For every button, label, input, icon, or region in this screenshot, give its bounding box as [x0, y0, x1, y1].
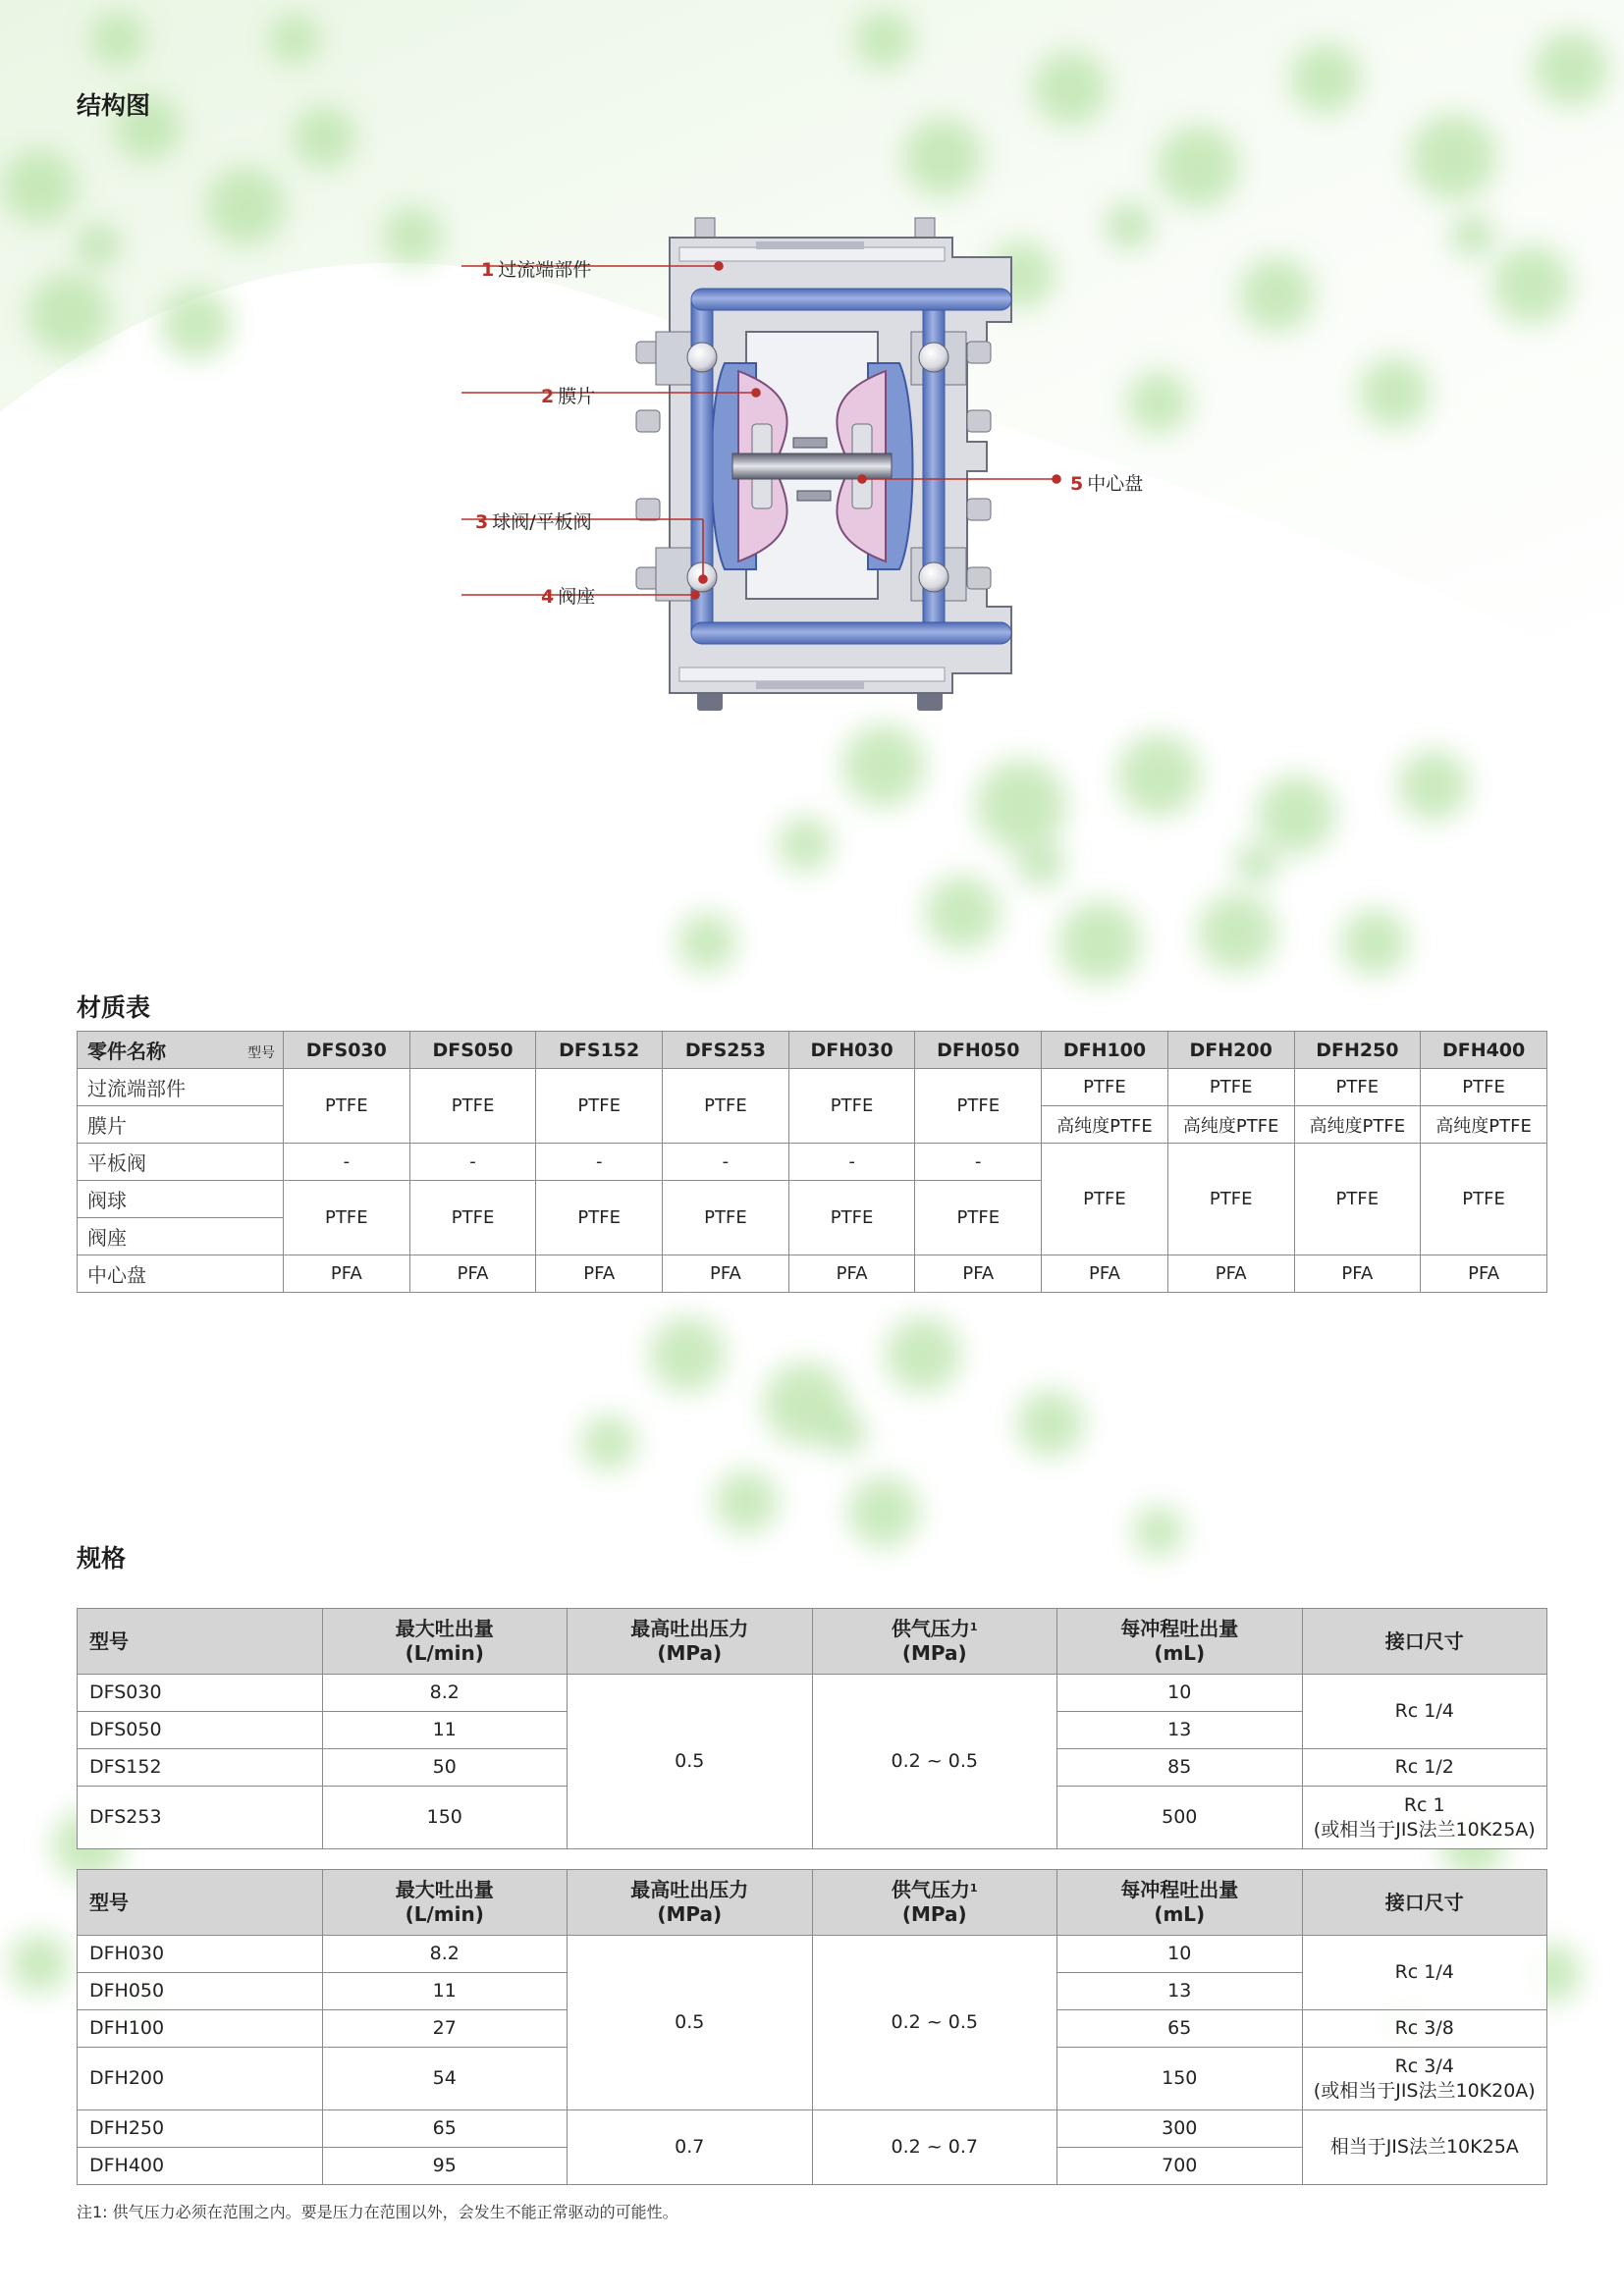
table-cell: PFA [284, 1255, 410, 1293]
header-stroke-volume [1057, 1870, 1303, 1936]
header-text: 最大吐出量 [395, 1617, 494, 1640]
port-note: (或相当于JIS法兰10K20A) [1313, 2079, 1536, 2102]
callout-label: 阀座 [558, 586, 596, 608]
specs-title: 规格 [77, 1544, 127, 1573]
table-cell: PFA [536, 1255, 663, 1293]
model-header: DFS030 [284, 1032, 410, 1069]
air-pressure-cell: 0.2 ~ 0.5 [812, 1675, 1057, 1849]
row-label: 过流端部件 [78, 1069, 284, 1106]
model-header: DFH050 [915, 1032, 1042, 1069]
flow-cell: 11 [322, 1712, 568, 1749]
callout-valve-seat [541, 582, 595, 609]
table-cell: PTFE [284, 1181, 410, 1255]
model-cell: DFH050 [78, 1973, 323, 2010]
header-max-pressure [568, 1609, 813, 1675]
spec-table-dfs [77, 1608, 1547, 1849]
table-cell: - [915, 1144, 1042, 1181]
port-cell [1302, 2048, 1547, 2110]
callout-label: 过流端部件 [498, 259, 592, 281]
flow-cell: 11 [322, 1973, 568, 2010]
callout-diaphragm [541, 382, 595, 408]
table-header-row [78, 1870, 1547, 1936]
flow-cell: 8.2 [322, 1675, 568, 1712]
materials-title: 材质表 [77, 993, 151, 1022]
table-cell: PFA [1167, 1255, 1294, 1293]
table-cell: PFA [1042, 1255, 1168, 1293]
stroke-cell: 65 [1057, 2010, 1303, 2048]
port-cell: Rc 1/4 [1302, 1675, 1547, 1749]
callout-number: 3 [475, 511, 489, 533]
port-cell: 相当于JIS法兰10K25A [1302, 2110, 1547, 2185]
table-cell: - [536, 1144, 663, 1181]
flow-cell: 95 [322, 2148, 568, 2185]
header-max-flow [322, 1609, 568, 1675]
air-pressure-cell: 0.2 ~ 0.7 [812, 2110, 1057, 2185]
table-cell: PTFE [409, 1069, 536, 1144]
table-row [78, 1069, 1547, 1106]
table-cell: PTFE [1294, 1144, 1421, 1255]
air-pressure-cell: 0.2 ~ 0.5 [812, 1936, 1057, 2110]
table-cell: PTFE [915, 1069, 1042, 1144]
header-text: 每冲程吐出量 [1120, 1617, 1239, 1640]
callout-valve [475, 507, 592, 534]
row-label: 膜片 [78, 1106, 284, 1144]
callout-label: 膜片 [558, 386, 596, 407]
callout-label: 中心盘 [1087, 473, 1144, 495]
model-cell: DFH400 [78, 2148, 323, 2185]
table-cell: PTFE [663, 1181, 789, 1255]
corner-sub-label: 型号 [247, 1045, 275, 1061]
pressure-cell: 0.7 [568, 2110, 813, 2185]
header-unit: (MPa) [901, 1641, 967, 1665]
row-label: 中心盘 [78, 1255, 284, 1293]
stroke-cell: 10 [1057, 1936, 1303, 1973]
model-cell: DFH100 [78, 2010, 323, 2048]
corner-label: 零件名称 [87, 1040, 166, 1063]
row-label: 阀球 [78, 1181, 284, 1218]
model-cell: DFH200 [78, 2048, 323, 2110]
table-cell: - [409, 1144, 536, 1181]
table-cell: PTFE [663, 1069, 789, 1144]
header-unit: (mL) [1154, 1902, 1206, 1926]
table-row [78, 1144, 1547, 1181]
table-cell: PTFE [1421, 1069, 1547, 1106]
port-cell [1302, 1787, 1547, 1849]
header-port-size: 接口尺寸 [1302, 1609, 1547, 1675]
flow-cell: 50 [322, 1749, 568, 1787]
table-cell: PTFE [284, 1069, 410, 1144]
flow-cell: 65 [322, 2110, 568, 2148]
table-cell: - [663, 1144, 789, 1181]
table-cell: PFA [1421, 1255, 1547, 1293]
table-cell: PTFE [1042, 1069, 1168, 1106]
model-header: DFS050 [409, 1032, 536, 1069]
table-cell: PFA [788, 1255, 915, 1293]
table-cell: 高纯度PTFE [1294, 1106, 1421, 1144]
table-cell: PTFE [536, 1069, 663, 1144]
header-text: 供气压力 [891, 1617, 970, 1640]
table-header-row [78, 1032, 1547, 1069]
table-header-row [78, 1609, 1547, 1675]
model-header: DFH250 [1294, 1032, 1421, 1069]
corner-header [78, 1032, 284, 1069]
header-model: 型号 [78, 1609, 323, 1675]
table-row [78, 2110, 1547, 2148]
row-label: 平板阀 [78, 1144, 284, 1181]
table-cell: 高纯度PTFE [1167, 1106, 1294, 1144]
stroke-cell: 300 [1057, 2110, 1303, 2148]
model-cell: DFS152 [78, 1749, 323, 1787]
table-cell: PTFE [1167, 1069, 1294, 1106]
table-cell: PTFE [788, 1181, 915, 1255]
table-cell: PFA [663, 1255, 789, 1293]
table-cell: PFA [1294, 1255, 1421, 1293]
table-cell: PTFE [1294, 1069, 1421, 1106]
header-text: 供气压力 [891, 1878, 970, 1901]
header-max-flow [322, 1870, 568, 1936]
table-cell: PTFE [788, 1069, 915, 1144]
footnote: 注1: 供气压力必须在范围之内。要是压力在范围以外，会发生不能正常驱动的可能性。 [77, 2203, 678, 2221]
flow-cell: 8.2 [322, 1936, 568, 1973]
header-unit: (MPa) [657, 1902, 723, 1926]
model-header: DFS152 [536, 1032, 663, 1069]
stroke-cell: 500 [1057, 1787, 1303, 1849]
pressure-cell: 0.5 [568, 1936, 813, 2110]
footnote-mark: 1 [969, 1882, 978, 1895]
callout-number: 2 [541, 386, 555, 407]
header-stroke-volume [1057, 1609, 1303, 1675]
callout-number: 4 [541, 586, 555, 608]
model-cell: DFH030 [78, 1936, 323, 1973]
table-cell: PTFE [1421, 1144, 1547, 1255]
header-air-pressure [812, 1609, 1057, 1675]
header-unit: (L/min) [405, 1641, 484, 1665]
table-cell: PTFE [915, 1181, 1042, 1255]
header-unit: (MPa) [901, 1902, 967, 1926]
model-cell: DFS050 [78, 1712, 323, 1749]
flow-cell: 54 [322, 2048, 568, 2110]
table-cell: 高纯度PTFE [1421, 1106, 1547, 1144]
stroke-cell: 700 [1057, 2148, 1303, 2185]
header-text: 每冲程吐出量 [1120, 1878, 1239, 1901]
header-text: 最大吐出量 [395, 1878, 494, 1901]
callout-label: 球阀/平板阀 [492, 511, 592, 533]
header-text: 最高吐出压力 [630, 1617, 749, 1640]
table-cell: 高纯度PTFE [1042, 1106, 1168, 1144]
spec-table-dfh [77, 1869, 1547, 2185]
callout-center-disc [1070, 469, 1143, 496]
flow-cell: 27 [322, 2010, 568, 2048]
table-row [78, 1255, 1547, 1293]
row-label: 阀座 [78, 1218, 284, 1255]
port-text: Rc 3/4 [1394, 2055, 1454, 2077]
table-row [78, 1936, 1547, 1973]
model-header: DFH030 [788, 1032, 915, 1069]
header-air-pressure [812, 1870, 1057, 1936]
callout-wetted-parts [481, 255, 591, 282]
model-cell: DFH250 [78, 2110, 323, 2148]
model-cell: DFS253 [78, 1787, 323, 1849]
port-cell: Rc 1/2 [1302, 1749, 1547, 1787]
port-cell: Rc 1/4 [1302, 1936, 1547, 2010]
model-header: DFH100 [1042, 1032, 1168, 1069]
footnote-mark: 1 [969, 1621, 978, 1633]
table-cell: PTFE [1042, 1144, 1168, 1255]
stroke-cell: 85 [1057, 1749, 1303, 1787]
header-unit: (MPa) [657, 1641, 723, 1665]
table-row [78, 1675, 1547, 1712]
table-cell: PFA [409, 1255, 536, 1293]
table-cell: PTFE [409, 1181, 536, 1255]
port-note: (或相当于JIS法兰10K25A) [1313, 1818, 1536, 1841]
table-cell: PTFE [1167, 1144, 1294, 1255]
flow-cell: 150 [322, 1787, 568, 1849]
pressure-cell: 0.5 [568, 1675, 813, 1849]
model-header: DFH400 [1421, 1032, 1547, 1069]
header-text: 最高吐出压力 [630, 1878, 749, 1901]
stroke-cell: 150 [1057, 2048, 1303, 2110]
table-cell: - [788, 1144, 915, 1181]
header-unit: (mL) [1154, 1641, 1206, 1665]
stroke-cell: 10 [1057, 1675, 1303, 1712]
pump-structure-diagram [461, 206, 1168, 726]
model-header: DFH200 [1167, 1032, 1294, 1069]
header-port-size: 接口尺寸 [1302, 1870, 1547, 1936]
callout-number: 5 [1070, 473, 1084, 495]
table-cell: - [284, 1144, 410, 1181]
stroke-cell: 13 [1057, 1712, 1303, 1749]
model-cell: DFS030 [78, 1675, 323, 1712]
header-max-pressure [568, 1870, 813, 1936]
header-unit: (L/min) [405, 1902, 484, 1926]
table-cell: PFA [915, 1255, 1042, 1293]
header-model: 型号 [78, 1870, 323, 1936]
model-header: DFS253 [663, 1032, 789, 1069]
materials-table [77, 1031, 1547, 1293]
structure-title: 结构图 [77, 91, 151, 120]
table-cell: PTFE [536, 1181, 663, 1255]
callout-number: 1 [481, 259, 495, 281]
port-text: Rc 1 [1403, 1793, 1445, 1816]
stroke-cell: 13 [1057, 1973, 1303, 2010]
port-cell: Rc 3/8 [1302, 2010, 1547, 2048]
